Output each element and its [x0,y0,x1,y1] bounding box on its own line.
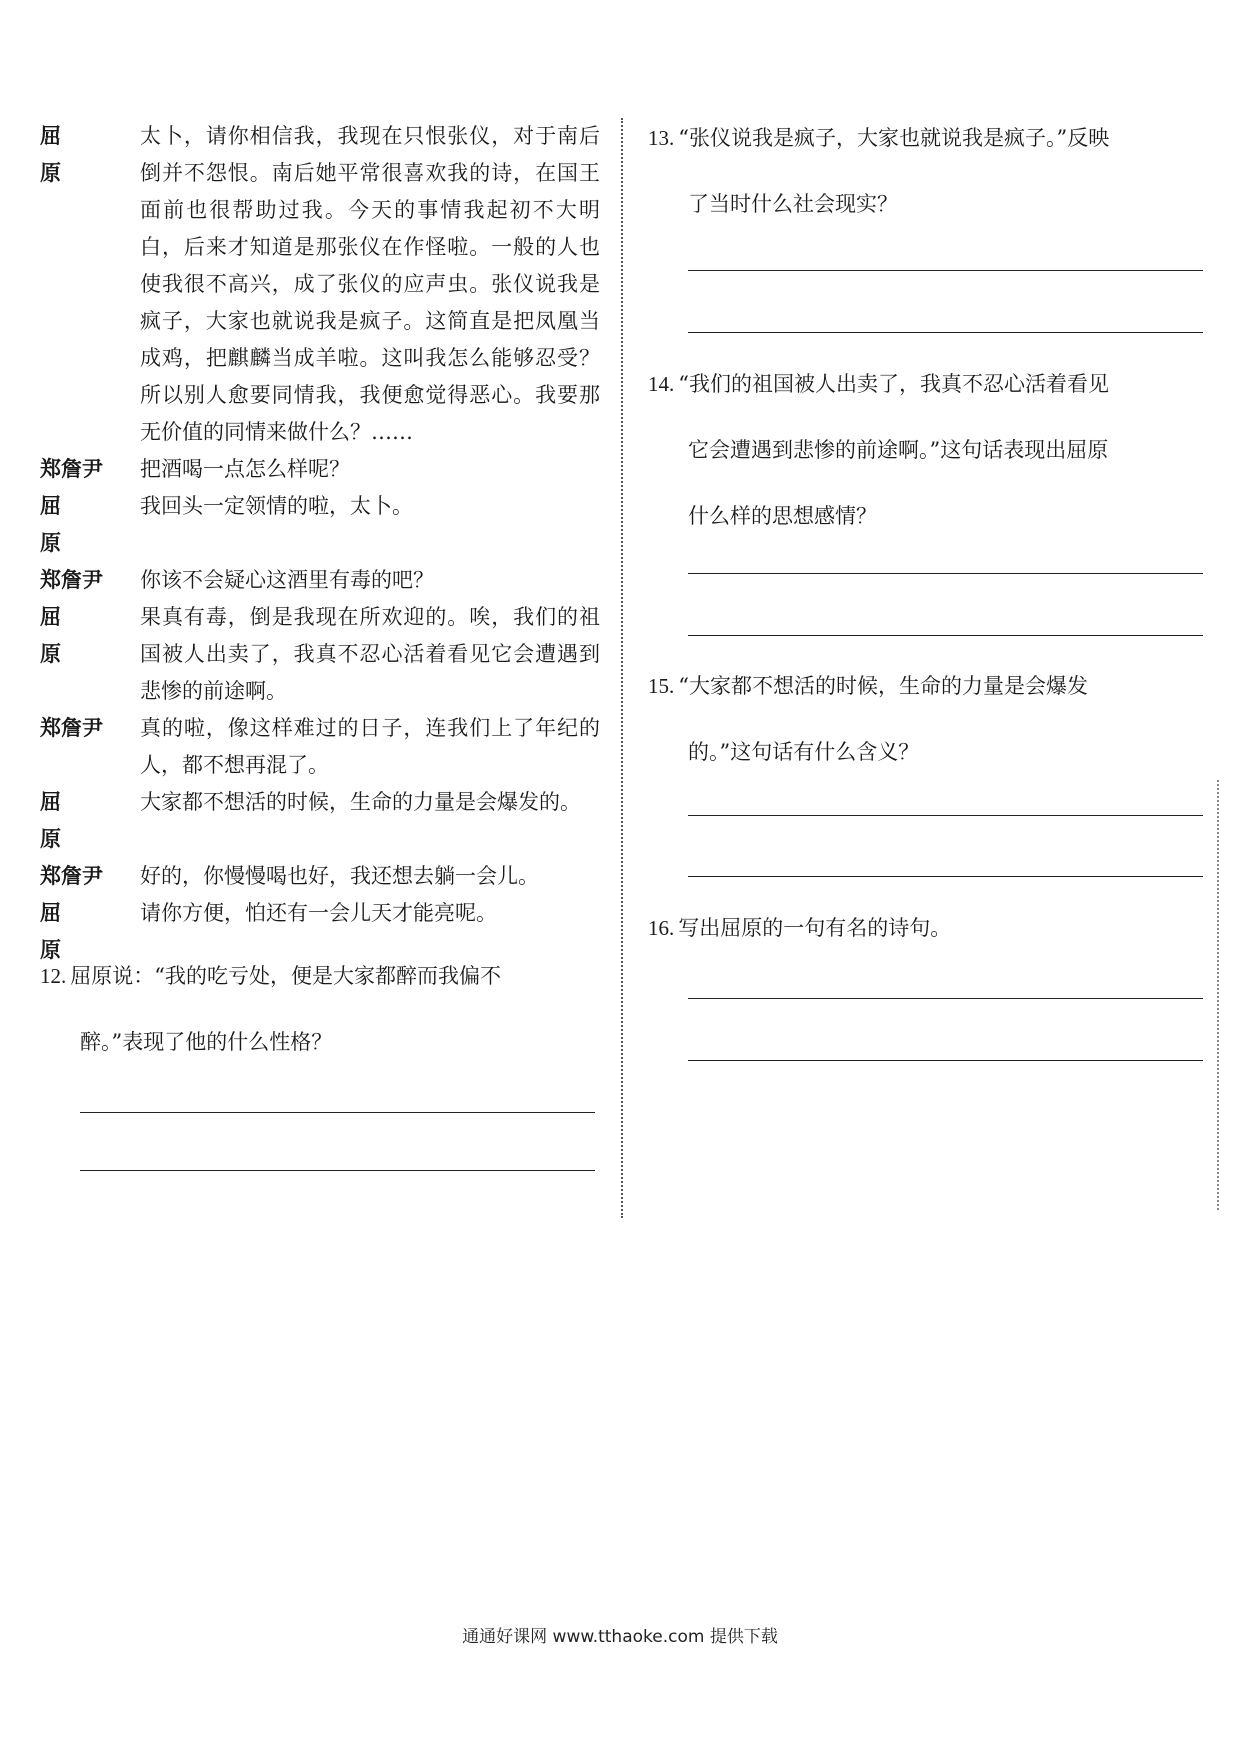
answer-line[interactable] [688,573,1203,574]
speaker-name: 郑詹尹 [40,864,103,888]
question-text: 醉。”表现了他的什么性格？ [80,1030,333,1054]
dialogue-entry [40,784,600,858]
speaker-name: 郑詹尹 [40,716,103,740]
speech-text: 太卜，请你相信我，我现在只恨张仪，对于南后倒并不怨恨。南后她平常很喜欢我的诗，在国王面前也很帮助过我。今天的事情我起初不大明白，后来才知道是那张仪在作怪啦。一般的人也使我很不高兴，成了张仪的应声虫。张仪说我是疯子，大家也就说我是疯子。这简直是把凤凰当成鸡，把麒麟当成羊啦。这叫我怎么能够忍受？所以别人愈要同情我，我便愈觉得恶心。我要那无价值的同情来做什么？…… [140,124,600,444]
dialogue-entry [40,118,600,451]
answer-line[interactable] [80,1112,595,1113]
dialogue-section [40,118,600,969]
answer-line[interactable] [688,1060,1203,1061]
dialogue-entry [40,599,600,710]
answer-line[interactable] [688,270,1203,271]
question-12 [40,960,501,1056]
answer-line[interactable] [688,876,1203,877]
answer-line[interactable] [688,635,1203,636]
speech-text: 把酒喝一点怎么样呢？ [140,457,350,481]
question-text: 它会遭遇到悲惨的前途啊。”这句话表现出屈原 [688,438,1109,462]
question-text: 什么样的思想感情？ [688,504,877,528]
speech-text: 果真有毒，倒是我现在所欢迎的。唉，我们的祖国被人出卖了，我真不忍心活着看见它会遭遇到悲惨的前途啊。 [140,605,600,703]
dialogue-entry [40,858,600,895]
question-text: 12. 屈原说：“我的吃亏处，便是大家都醉而我偏不 [40,964,501,988]
speech-text: 请你方便，怕还有一会儿天才能亮呢。 [140,901,497,925]
speech-text: 你该不会疑心这酒里有毒的吧？ [140,568,434,592]
footer-credit: 通通好课网 www.tthaoke.com 提供下载 [462,1627,778,1647]
question-text: 16. 写出屈原的一句有名的诗句。 [648,916,952,940]
dialogue-entry [40,895,600,969]
speaker-name: 屈 原 [40,124,118,185]
speech-text: 好的，你慢慢喝也好，我还想去躺一会儿。 [140,864,539,888]
question-text: 的。”这句话有什么含义？ [688,740,920,764]
question-15 [648,670,1088,766]
answer-line[interactable] [688,815,1203,816]
dialogue-entry [40,451,600,488]
answer-line[interactable] [688,998,1203,999]
speaker-name: 屈 原 [40,901,118,962]
dialogue-entry [40,562,600,599]
question-text: 13. “张仪说我是疯子，大家也就说我是疯子。”反映 [648,126,1110,150]
answer-line[interactable] [688,332,1203,333]
speaker-name: 屈 原 [40,790,118,851]
question-text: 了当时什么社会现实？ [688,192,898,216]
dialogue-entry [40,710,600,784]
speaker-name: 郑詹尹 [40,568,103,592]
speech-text: 真的啦，像这样难过的日子，连我们上了年纪的人，都不想再混了。 [140,716,600,777]
question-13 [648,122,1109,218]
dialogue-entry [40,488,600,562]
speech-text: 我回头一定领情的啦，太卜。 [140,494,413,518]
speaker-name: 屈 原 [40,494,118,555]
question-text: 15. “大家都不想活的时候，生命的力量是会爆发 [648,674,1088,698]
question-16 [648,912,951,942]
speaker-name: 屈 原 [40,605,118,666]
answer-line[interactable] [80,1170,595,1171]
speaker-name: 郑詹尹 [40,457,103,481]
right-margin-line [1217,780,1219,1210]
question-14 [648,368,1109,530]
speech-text: 大家都不想活的时候，生命的力量是会爆发的。 [140,790,581,814]
question-text: 14. “我们的祖国被人出卖了，我真不忍心活着看见 [648,372,1109,396]
column-divider [621,118,623,1218]
